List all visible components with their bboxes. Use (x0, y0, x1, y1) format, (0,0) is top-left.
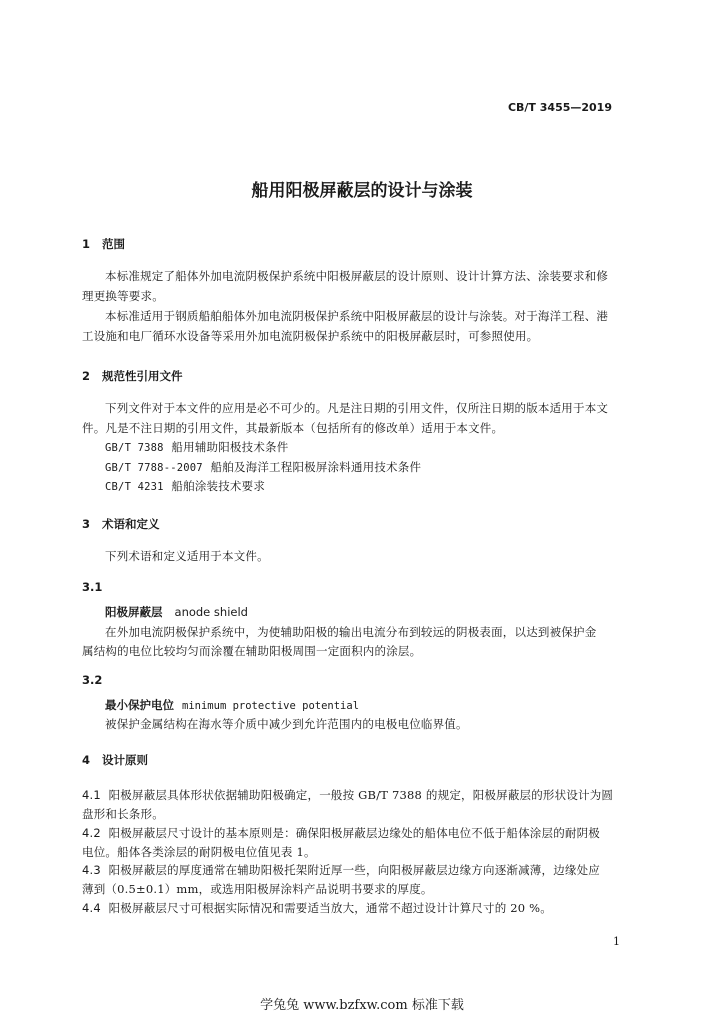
section-number: 3 (82, 517, 91, 531)
paragraph: 件。凡是不注日期的引用文件，其最新版本（包括所有的修改单）适用于本文件。 (82, 421, 504, 435)
reference-code: CB/T 4231 (105, 481, 164, 493)
reference-code: GB/T 7788--2007 (105, 462, 203, 474)
clause-number: 4.4 (82, 901, 101, 915)
clause (82, 787, 613, 803)
term-heading (105, 604, 248, 620)
definition: 属结构的电位比较均匀而涂覆在辅助阳极周围一定面积内的涂层。 (82, 644, 422, 658)
paragraph: 工设施和电厂循环水设备等采用外加电流阴极保护系统中的阳极屏蔽层时，可参照使用。 (82, 329, 539, 343)
clause-number: 4.2 (82, 826, 101, 840)
term-number: 3.2 (82, 673, 103, 687)
reference-item (105, 459, 421, 475)
section-title: 术语和定义 (102, 517, 160, 531)
section-3-heading (82, 516, 160, 532)
reference-item (105, 478, 265, 494)
clause-number: 4.3 (82, 863, 101, 877)
section-1-heading (82, 236, 125, 252)
footer-watermark: 学兔兔 www.bzfxw.com 标准下载 (260, 998, 464, 1013)
reference-title: 船舶及海洋工程阳极屏涂料通用技术条件 (210, 460, 422, 474)
definition: 在外加电流阴极保护系统中，为使辅助阳极的输出电流分布到较远的阴极表面，以达到被保护金 (105, 625, 597, 639)
paragraph: 下列术语和定义适用于本文件。 (105, 549, 269, 563)
standard-code: CB/T 3455—2019 (507, 101, 612, 114)
section-number: 4 (82, 753, 91, 767)
clause-continuation: 盘形和长条形。 (82, 807, 164, 821)
clause (82, 862, 600, 878)
section-2-heading (82, 368, 183, 384)
paragraph: 本标准规定了船体外加电流阴极保护系统中阳极屏蔽层的设计原则、设计计算方法、涂装要求和修 (105, 269, 609, 283)
clause-continuation: 薄到（0.5±0.1）mm，或选用阳极屏涂料产品说明书要求的厚度。 (82, 882, 433, 896)
clause (82, 900, 552, 916)
section-title: 范围 (102, 237, 126, 251)
term-chinese: 阳极屏蔽层 (105, 605, 163, 619)
clause-text: 阳极屏蔽层具体形状依据辅助阳极确定，一般按 GB/T 7388 的规定，阳极屏蔽层的形状设计为圆 (108, 788, 614, 802)
reference-code: GB/T 7388 (105, 442, 164, 454)
reference-title: 船舶涂装技术要求 (171, 479, 266, 493)
definition: 被保护金属结构在海水等介质中减少到允许范围内的电极电位临界值。 (105, 717, 468, 731)
section-number: 2 (82, 369, 91, 383)
section-title: 规范性引用文件 (102, 369, 183, 383)
reference-title: 船用辅助阳极技术条件 (171, 440, 289, 454)
paragraph: 理更换等要求。 (82, 289, 164, 303)
term-english: anode shield (174, 605, 248, 619)
reference-item (105, 439, 288, 455)
section-number: 1 (82, 237, 91, 251)
clause (82, 825, 600, 841)
document-title: 船用阳极屏蔽层的设计与涂装 (251, 181, 473, 201)
clause-text: 阳极屏蔽层的厚度通常在辅助阳极托架附近厚一些，向阳极屏蔽层边缘方向逐渐减薄，边缘处应 (108, 863, 601, 877)
term-number: 3.1 (82, 580, 103, 594)
page-number: 1 (613, 935, 620, 948)
section-title: 设计原则 (102, 753, 149, 767)
paragraph: 下列文件对于本文件的应用是必不可少的。凡是注日期的引用文件，仅所注日期的版本适用于本文 (105, 401, 609, 415)
term-english: minimum protective potential (182, 700, 360, 712)
clause-text: 阳极屏蔽层尺寸可根据实际情况和需要适当放大，通常不超过设计计算尺寸的 20 %。 (108, 901, 552, 915)
paragraph: 本标准适用于钢质船舶船体外加电流阴极保护系统中阳极屏蔽层的设计与涂装。对于海洋工程、港 (105, 309, 609, 323)
term-heading (105, 697, 359, 713)
clause-number: 4.1 (82, 788, 101, 802)
section-4-heading (82, 752, 148, 768)
clause-continuation: 电位。船体各类涂层的耐阴极电位值见表 1。 (82, 845, 316, 859)
clause-text: 阳极屏蔽层尺寸设计的基本原则是：确保阳极屏蔽层边缘处的船体电位不低于船体涂层的耐阴极 (108, 826, 601, 840)
term-chinese: 最小保护电位 (105, 698, 174, 712)
